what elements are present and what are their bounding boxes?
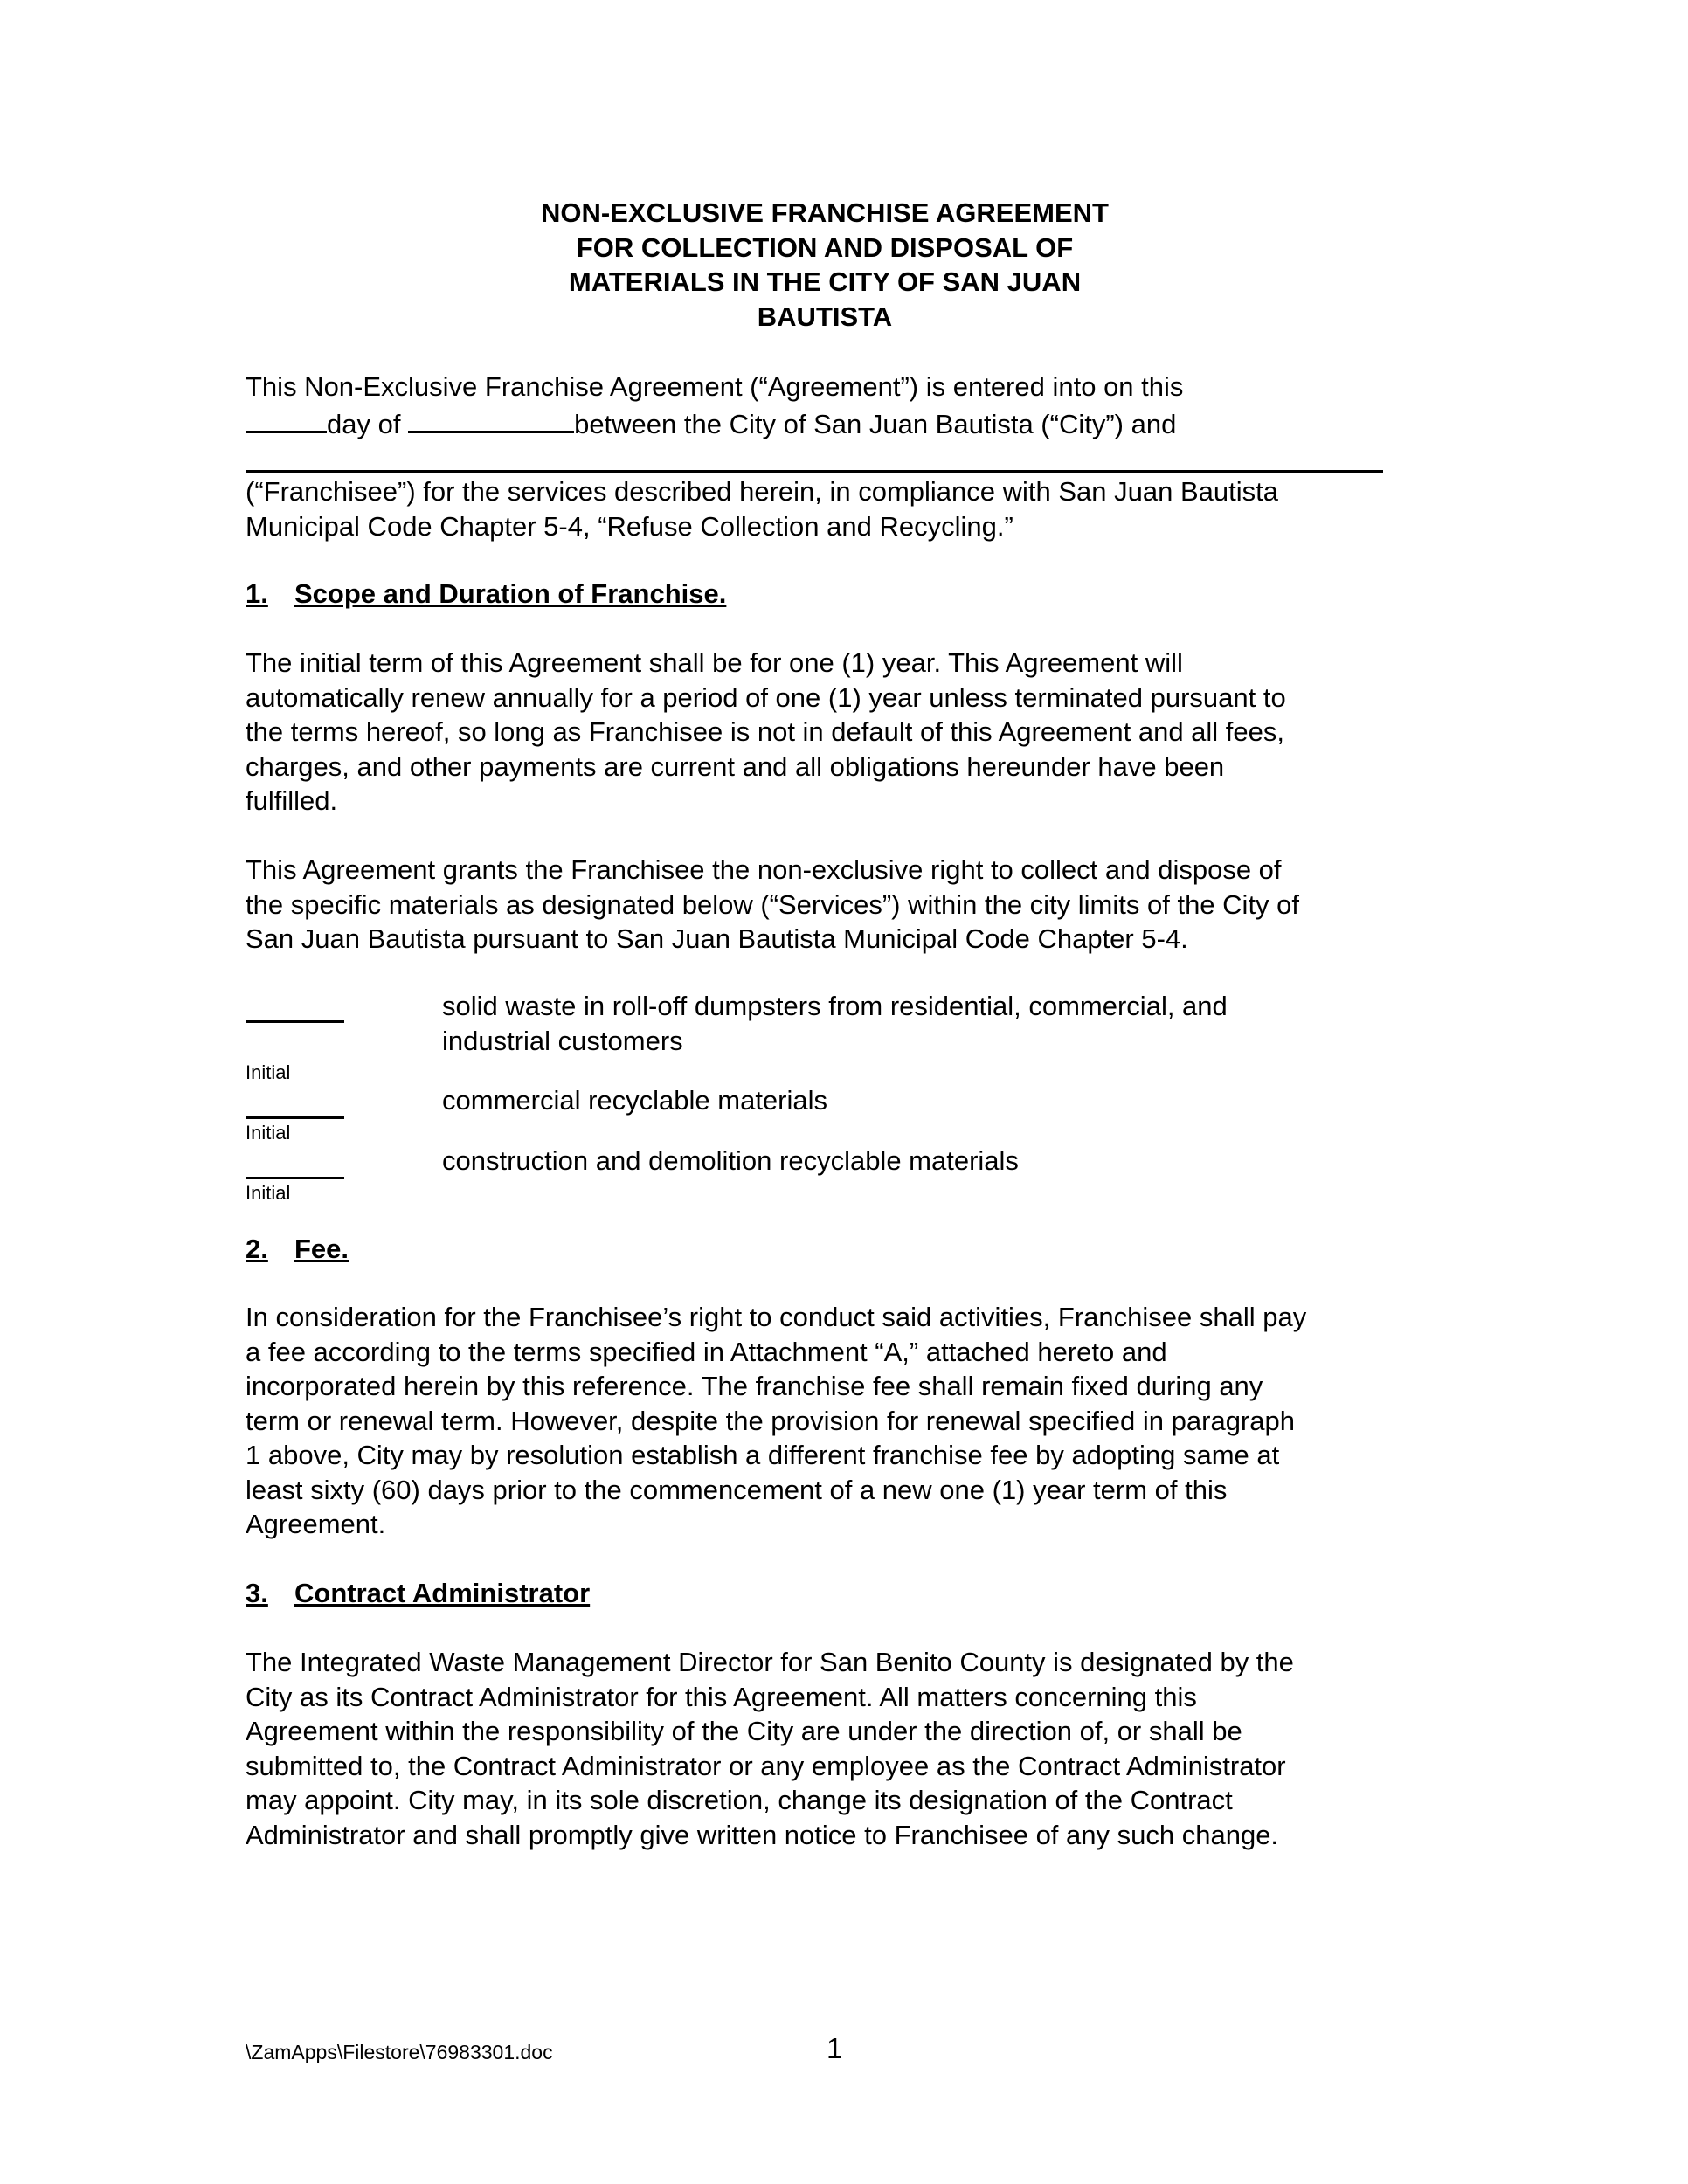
paragraph-line: Agreement within the responsibility of the City are under the direction of, or shall be [246, 1716, 1242, 1746]
intro-line: (“Franchisee”) for the services described herein, in compliance with San Juan Bautista [246, 476, 1278, 507]
paragraph-line: The Integrated Waste Management Director for San Benito County is designated by the [246, 1647, 1294, 1677]
paragraph-line: This Agreement grants the Franchisee the non-exclusive right to collect and dispose of [246, 854, 1282, 885]
section-number: 3. [246, 1578, 268, 1608]
paragraph-line: automatically renew annually for a period of one (1) year unless terminated pursuant to [246, 681, 1286, 713]
service-item-1 [442, 989, 1228, 1058]
initial-blank-2[interactable] [246, 1116, 344, 1119]
intro-line [246, 404, 1434, 442]
title-line: MATERIALS IN THE CITY OF SAN JUAN [568, 266, 1082, 297]
section-1-paragraph-1 [246, 646, 1434, 819]
paragraph-line: incorporated herein by this reference. The franchise fee shall remain fixed during any [246, 1371, 1263, 1401]
section-3-paragraph [246, 1645, 1434, 1852]
intro-paragraph-cont [246, 474, 1434, 543]
service-line: construction and demolition recyclable materials [442, 1145, 1019, 1176]
paragraph-line: charges, and other payments are current and all obligations hereunder have been [246, 750, 1225, 782]
footer-file-path: \ZamApps\Filestore\76983301.doc [246, 2041, 553, 2063]
paragraph-line: a fee according to the terms specified in Attachment “A,” attached hereto and [246, 1336, 1167, 1367]
paragraph-line: the terms hereof, so long as Franchisee is not in default of this Agreement and all fees, [246, 716, 1285, 747]
intro-line: Municipal Code Chapter 5-4, “Refuse Collection and Recycling.” [246, 510, 1013, 542]
service-item-2 [442, 1083, 827, 1118]
page-number: 1 [827, 2032, 843, 2064]
title-line: FOR COLLECTION AND DISPOSAL OF [576, 232, 1074, 263]
paragraph-line: In consideration for the Franchisee’s right to conduct said activities, Franchisee shall pay [246, 1302, 1307, 1332]
section-1-heading [246, 577, 726, 612]
paragraph-line: City as its Contract Administrator for this Agreement. All matters concerning this [246, 1681, 1197, 1712]
section-number: 1. [246, 578, 268, 609]
document-title [0, 196, 1650, 334]
title-line: BAUTISTA [757, 301, 893, 332]
initial-blank-3[interactable] [246, 1177, 344, 1179]
franchisee-name-blank[interactable] [246, 470, 1383, 473]
paragraph-line: fulfilled. [246, 785, 338, 816]
paragraph-line: term or renewal term. However, despite the provision for renewal specified in paragraph [246, 1405, 1295, 1436]
paragraph-line: 1 above, City may by resolution establish a different franchise fee by adopting same at [246, 1440, 1280, 1470]
initial-label: Initial [246, 1122, 291, 1144]
month-blank[interactable] [408, 404, 574, 433]
initial-label: Initial [246, 1061, 291, 1083]
intro-paragraph [246, 370, 1434, 441]
service-line: industrial customers [442, 1025, 683, 1056]
intro-line: This Non-Exclusive Franchise Agreement (“Agreement”) is entered into on this [246, 371, 1184, 402]
section-2-heading [246, 1232, 349, 1267]
section-title: Fee. [294, 1234, 349, 1264]
section-2-paragraph [246, 1300, 1434, 1542]
day-blank[interactable] [246, 404, 327, 433]
paragraph-line: Administrator and shall promptly give written notice to Franchisee of any such change. [246, 1819, 1279, 1850]
paragraph-line: The initial term of this Agreement shall be for one (1) year. This Agreement will [246, 647, 1183, 678]
section-3-heading [246, 1576, 590, 1611]
between-text: between the City of San Juan Bautista (“City”) and [574, 408, 1177, 439]
section-title: Scope and Duration of Franchise. [294, 578, 727, 609]
paragraph-line: the specific materials as designated below (“Services”) within the city limits of the City of [246, 888, 1300, 920]
service-item-3 [442, 1144, 1019, 1178]
paragraph-line: San Juan Bautista pursuant to San Juan Bautista Municipal Code Chapter 5-4. [246, 923, 1188, 954]
initial-label: Initial [246, 1182, 291, 1204]
section-title: Contract Administrator [294, 1578, 591, 1608]
service-line: solid waste in roll-off dumpsters from residential, commercial, and [442, 991, 1228, 1021]
section-number: 2. [246, 1234, 268, 1264]
day-of-text: day of [327, 408, 401, 439]
title-line: NON-EXCLUSIVE FRANCHISE AGREEMENT [541, 197, 1109, 228]
section-1-paragraph-2 [246, 853, 1434, 957]
paragraph-line: may appoint. City may, in its sole discretion, change its designation of the Contract [246, 1785, 1233, 1815]
paragraph-line: submitted to, the Contract Administrator or any employee as the Contract Administrator [246, 1750, 1286, 1781]
service-line: commercial recyclable materials [442, 1085, 828, 1116]
paragraph-line: least sixty (60) days prior to the commencement of a new one (1) year term of this [246, 1474, 1228, 1505]
initial-blank-1[interactable] [246, 1020, 344, 1023]
paragraph-line: Agreement. [246, 1509, 386, 1539]
